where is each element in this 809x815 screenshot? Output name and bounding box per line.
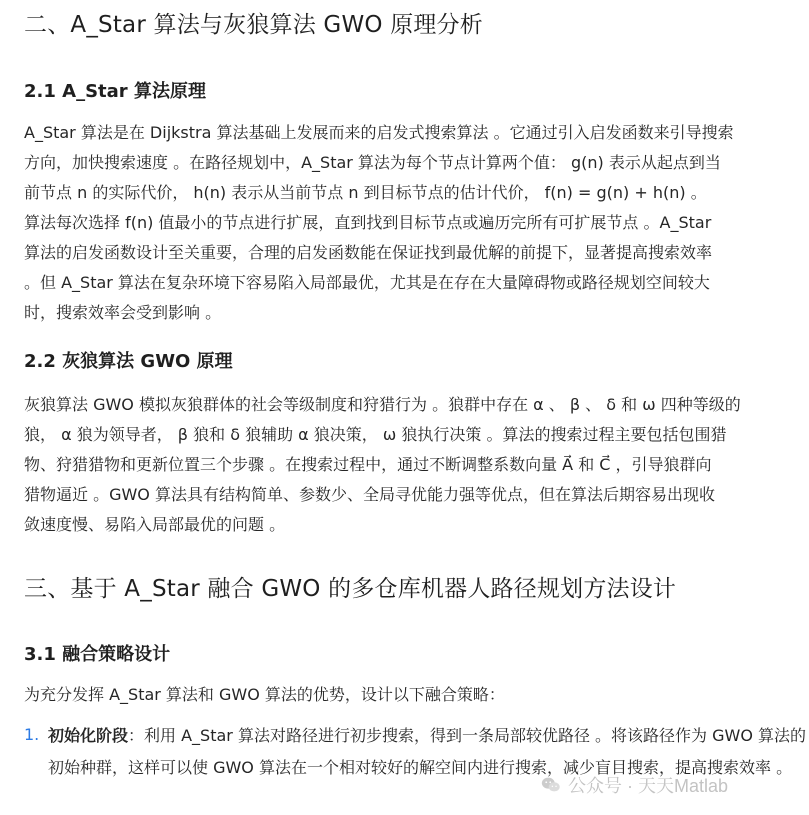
wechat-icon	[540, 774, 562, 796]
subsection-3-1-intro: 为充分发挥 A_Star 算法和 GWO 算法的优势，设计以下融合策略：	[24, 685, 505, 704]
watermark	[540, 772, 728, 798]
subsection-3-1-heading: 3.1 融合策略设计	[24, 644, 171, 665]
section-3-heading: 三、基于 A_Star 融合 GWO 的多仓库机器人路径规划方法设计	[24, 576, 677, 602]
subsection-2-1-heading: 2.1 A_Star 算法原理	[24, 81, 206, 102]
watermark-text: 公众号 · 天天Matlab	[568, 776, 729, 796]
list-item-text: ：利用 A_Star 算法对路径进行初步搜索，得到一条局部较优路径 。将该路径作为 GWO 算法的初始种群，这样可以使 GWO 算法在一个相对较好的解空间内进行搜索，减少盲目搜索，提高搜索效率 。	[48, 726, 807, 777]
subsection-2-2-paragraph: 灰狼算法 GWO 模拟灰狼群体的社会等级制度和狩猎行为 。狼群中存在 α 、 β 、 δ 和 ω 四种等级的 狼， α 狼为领导者， β 狼和 δ 狼辅助 α 狼决策， ω 狼执行决策 。算法的搜索过程主要包括包围猎 物、狩猎猎物和更新位置三个步骤 。在搜索过程中，通过不断调整系数向量 A⃗ 和 C⃗ ，引导狼群向 猎物逼近 。GWO 算法具有结构简单、参数少、全局寻优能力强等优点，但在算法后期容易出现收 敛速度慢、易陷入局部最优的问题 。	[24, 395, 741, 534]
section-2-heading: 二、A_Star 算法与灰狼算法 GWO 原理分析	[24, 12, 484, 38]
subsection-2-1-paragraph: A_Star 算法是在 Dijkstra 算法基础上发展而来的启发式搜索算法 。它通过引入启发函数来引导搜索 方向，加快搜索速度 。在路径规划中，A_Star 算法为每个节点计算两个值： g(n) 表示从起点到当 前节点 n 的实际代价， h(n) 表示从当前节点 n 到目标节点的估计代价， f(n) = g(n) + h(n) 。 算法每次选择 f(n) 值最小的节点进行扩展，直到找到目标节点或遍历完所有可扩展节点 。A_Star 算法的启发函数设计至关重要，合理的启发函数能在保证找到最优解的前提下，显著提高搜索效率 。但 A_Star 算法在复杂环境下容易陷入局部最优，尤其是在存在大量障碍物或路径规划空间较大 时，搜索效率会受到影响 。	[24, 123, 734, 322]
subsection-2-2-heading: 2.2 灰狼算法 GWO 原理	[24, 351, 233, 372]
list-item-bold-label: 初始化阶段	[48, 726, 129, 745]
list-item-number: 1.	[24, 725, 40, 744]
